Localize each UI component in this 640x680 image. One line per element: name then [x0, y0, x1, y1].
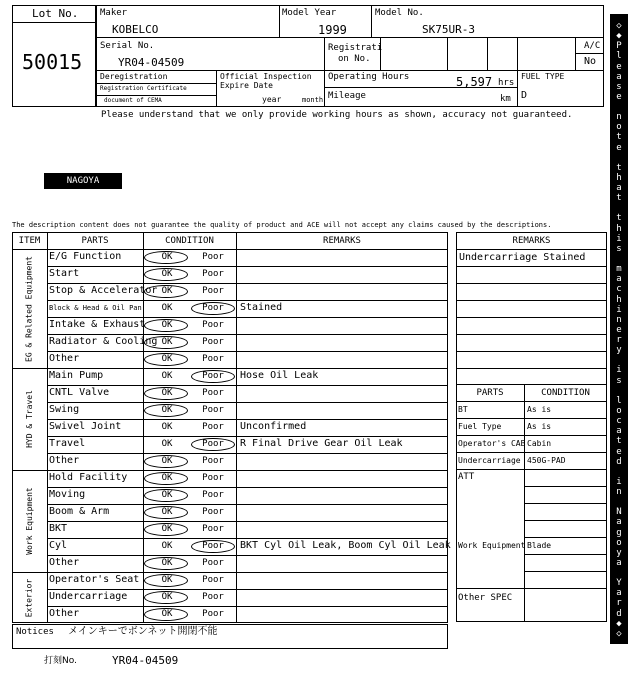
poor-option: Poor [202, 490, 224, 500]
remarks-header: REMARKS [323, 236, 361, 246]
serial-value: YR04-04509 [118, 56, 185, 69]
ok-circle [144, 506, 188, 519]
side-banner-char: ◇ [616, 628, 622, 639]
poor-option: Poor [202, 558, 224, 568]
maker-label: Maker [100, 8, 128, 18]
side-banner-char: r [616, 335, 622, 346]
group-label: HYD & Travel [24, 390, 34, 448]
spec-part: BT [458, 405, 468, 414]
poor-option: Poor [202, 592, 224, 602]
part-label: Other [49, 608, 80, 619]
row-line [47, 385, 448, 386]
spec-condition-header: CONDITION [541, 388, 590, 398]
right-remark-text: Undercarriage Stained [459, 252, 586, 263]
side-banner-char: l [616, 51, 622, 62]
ok-circle [144, 336, 188, 349]
spec-row-line [456, 401, 607, 402]
ok-circle [144, 591, 188, 604]
part-label: Start [49, 268, 80, 279]
ok-option: OK [161, 388, 173, 398]
remark-text: Stained [240, 302, 283, 313]
ok-option: OK [161, 490, 173, 500]
row-line [47, 317, 448, 318]
ok-option: OK [161, 303, 173, 313]
row-line [47, 266, 448, 267]
row-line [47, 300, 448, 301]
side-banner-char: a [616, 426, 622, 437]
remark-text: Unconfirmed [240, 421, 307, 432]
part-label: Travel [49, 438, 86, 449]
poor-option: Poor [202, 269, 224, 279]
ok-circle [144, 489, 188, 502]
group-line [12, 572, 448, 573]
side-banner-char: i [616, 233, 622, 244]
right-remarks-line [456, 368, 607, 369]
side-banner-char: d [616, 456, 622, 467]
serial-label: Serial No. [100, 41, 155, 51]
row-line [47, 334, 448, 335]
lot-label: Lot No. [32, 7, 79, 20]
side-banner-char: N [616, 507, 622, 518]
part-label: BKT [49, 523, 68, 534]
row-line [47, 504, 448, 505]
hours-notice: Please understand that we only provide working hours as shown, accuracy not guaranteed. [101, 110, 573, 120]
row-line [47, 436, 448, 437]
spec-parts-header: PARTS [476, 388, 504, 398]
deregistration-label: Deregistration [100, 72, 168, 81]
side-banner-char: n [616, 314, 622, 325]
side-banner-char: c [616, 416, 622, 427]
spec-sub-line [524, 571, 607, 572]
ac-label: A/C [584, 41, 601, 51]
ok-circle [144, 319, 188, 332]
side-banner-char: t [616, 162, 622, 173]
ok-option: OK [161, 507, 173, 517]
side-banner-char: h [616, 294, 622, 305]
side-banner-char: i [616, 304, 622, 315]
ok-circle [144, 404, 188, 417]
side-banner-char: P [616, 41, 622, 52]
ok-option: OK [161, 439, 173, 449]
ok-option: OK [161, 252, 173, 262]
part-label: Other [49, 455, 80, 466]
model-no-label: Model No. [375, 8, 424, 18]
right-remarks-line [456, 266, 607, 267]
side-banner-char: a [616, 183, 622, 194]
side-banner-char: Y [616, 578, 622, 589]
side-banner-char: o [616, 122, 622, 133]
side-banner-char: y [616, 345, 622, 356]
inspection-label-1: Official Inspection [220, 72, 312, 81]
inspection-label-2: Expire Date [220, 81, 273, 90]
model-no-value: SK75UR-3 [422, 23, 475, 36]
part-label: Intake & Exhaust [49, 319, 146, 330]
side-banner-char: i [616, 365, 622, 376]
spec-value: As is [527, 405, 552, 414]
lot-number: 50015 [22, 50, 83, 74]
hours-value: 5,597 [456, 75, 493, 89]
side-banner-char: t [616, 436, 622, 447]
side-banner-char: a [616, 274, 622, 285]
side-banner-char: e [616, 446, 622, 457]
km-unit: km [500, 94, 511, 104]
ok-circle [144, 387, 188, 400]
poor-option: Poor [202, 252, 224, 262]
row-line [47, 419, 448, 420]
right-remarks-line [456, 317, 607, 318]
fuel-type-label: FUEL TYPE [521, 72, 565, 81]
row-line [47, 521, 448, 522]
row-line [47, 487, 448, 488]
side-banner-char: ◆ [616, 31, 622, 42]
ok-circle [144, 268, 188, 281]
part-label: Boom & Arm [49, 506, 110, 517]
side-banner-char: m [616, 264, 622, 275]
side-banner-char: s [616, 243, 622, 254]
poor-option: Poor [202, 354, 224, 364]
side-banner-char: g [616, 527, 622, 538]
poor-option: Poor [202, 320, 224, 330]
model-year-label: Model Year [282, 8, 337, 18]
right-remarks-line [456, 300, 607, 301]
side-banner-char: t [616, 132, 622, 143]
part-label: Hold Facility [49, 472, 128, 483]
spec-part: Fuel Type [458, 422, 502, 431]
registration-cert-label: Registration Certificate [100, 85, 187, 92]
spec-part: Operator's CAB [458, 439, 526, 448]
poor-option: Poor [202, 541, 224, 551]
group-line [12, 470, 448, 471]
side-banner-char: h [616, 223, 622, 234]
side-banner-char: o [616, 405, 622, 416]
poor-option: Poor [202, 405, 224, 415]
row-line [47, 589, 448, 590]
row-line [47, 283, 448, 284]
part-label: Other [49, 557, 80, 568]
side-banner-char: o [616, 537, 622, 548]
notices-text: メインキーでボンネット開閉不能 [68, 626, 218, 637]
part-label: Main Pump [49, 370, 104, 381]
side-banner-char: l [616, 395, 622, 406]
side-banner-char: a [616, 588, 622, 599]
ok-option: OK [161, 337, 173, 347]
model-year-value: 1999 [318, 23, 347, 37]
side-banner-char: s [616, 375, 622, 386]
month-label: month [302, 96, 324, 104]
ok-option: OK [161, 286, 173, 296]
att-label: ATT [458, 472, 475, 482]
registration-label-2: on No. [338, 54, 371, 64]
part-label: Swing [49, 404, 80, 415]
ok-option: OK [161, 320, 173, 330]
poor-circle [191, 370, 235, 383]
part-label: Cyl [49, 540, 68, 551]
poor-option: Poor [202, 609, 224, 619]
poor-circle [191, 302, 235, 315]
hrs-unit: hrs [498, 78, 515, 88]
side-banner-char: e [616, 324, 622, 335]
work-equipment-value: Blade [527, 541, 552, 550]
side-banner-char: t [616, 213, 622, 224]
group-label: Work Equipment [24, 487, 34, 555]
ok-option: OK [161, 422, 173, 432]
part-label: Swivel Joint [49, 421, 122, 432]
side-banner-char: y [616, 547, 622, 558]
group-label: EG & Related Equipment [24, 255, 34, 362]
side-banner-char: t [616, 193, 622, 204]
ok-circle [144, 608, 188, 621]
fuel-type-value: D [521, 90, 528, 101]
poor-circle [191, 438, 235, 451]
att-line [456, 469, 607, 470]
ac-value: No [584, 56, 597, 67]
header-line [12, 249, 448, 250]
part-label: Radiator & Cooling [49, 336, 158, 347]
remark-text: Hose Oil Leak [240, 370, 319, 381]
row-line [47, 453, 448, 454]
att-sub-line [524, 503, 607, 504]
side-banner-char: s [616, 81, 622, 92]
side-banner-char: r [616, 598, 622, 609]
poor-option: Poor [202, 524, 224, 534]
stamp-value: YR04-04509 [112, 654, 179, 667]
condition-header: CONDITION [165, 236, 214, 246]
poor-option: Poor [202, 388, 224, 398]
ok-option: OK [161, 371, 173, 381]
item-header: ITEM [18, 236, 41, 246]
ok-circle [144, 353, 188, 366]
ok-circle [144, 523, 188, 536]
notices-label: Notices [16, 627, 54, 637]
poor-option: Poor [202, 575, 224, 585]
side-banner-char: ◆ [616, 618, 622, 629]
att-sub-line [524, 486, 607, 487]
part-label: CNTL Valve [49, 387, 110, 398]
parts-header: PARTS [81, 236, 109, 246]
group-line [12, 368, 448, 369]
group-label: Exterior [24, 578, 34, 617]
work-equipment-line [524, 537, 607, 538]
spec-value: 450G-PAD [527, 456, 566, 465]
poor-option: Poor [202, 422, 224, 432]
right-remarks-line [456, 334, 607, 335]
poor-option: Poor [202, 473, 224, 483]
row-line [47, 538, 448, 539]
right-remarks-header: REMARKS [512, 236, 551, 246]
row-line [47, 351, 448, 352]
ok-option: OK [161, 354, 173, 364]
side-banner-char: d [616, 608, 622, 619]
ok-circle [144, 557, 188, 570]
other-spec-label: Other SPEC [458, 593, 513, 603]
remark-text: BKT Cyl Oil Leak, Boom Cyl Oil Leak [240, 540, 451, 551]
row-line [47, 606, 448, 607]
year-label: year [262, 95, 282, 104]
ok-circle [144, 472, 188, 485]
mileage-label: Mileage [328, 91, 366, 101]
poor-option: Poor [202, 303, 224, 313]
poor-option: Poor [202, 456, 224, 466]
ok-option: OK [161, 405, 173, 415]
att-sub-line [524, 520, 607, 521]
ok-circle [144, 285, 188, 298]
work-equipment-label: Work Equipment [458, 541, 526, 550]
side-banner-char: i [616, 476, 622, 487]
ok-circle [144, 251, 188, 264]
poor-option: Poor [202, 286, 224, 296]
side-banner-char: e [616, 142, 622, 153]
side-banner-char: a [616, 71, 622, 82]
ok-option: OK [161, 456, 173, 466]
part-label: Other [49, 353, 80, 364]
right-remarks-line [456, 249, 607, 250]
ok-option: OK [161, 575, 173, 585]
side-banner-char: a [616, 517, 622, 528]
ok-option: OK [161, 541, 173, 551]
spec-row-line [456, 435, 607, 436]
side-banner-char: h [616, 172, 622, 183]
ok-option: OK [161, 269, 173, 279]
poor-circle [191, 540, 235, 553]
ok-option: OK [161, 609, 173, 619]
row-line [47, 555, 448, 556]
side-banner-char: ◇ [616, 21, 622, 31]
spec-sub-line [524, 554, 607, 555]
ok-option: OK [161, 524, 173, 534]
part-label: Moving [49, 489, 86, 500]
side-banner-char: e [616, 91, 622, 102]
spec-part: Undercarriage [458, 456, 521, 465]
part-label: Stop & Accelerator [49, 285, 158, 296]
ok-circle [144, 574, 188, 587]
right-remarks-line [456, 351, 607, 352]
registration-label-1: Registrati [328, 43, 383, 53]
spec-value: As is [527, 422, 552, 431]
hours-label: Operating Hours [328, 72, 410, 82]
right-remarks-line [456, 283, 607, 284]
part-label: Operator's Seat [49, 574, 140, 585]
poor-option: Poor [202, 507, 224, 517]
part-label: Undercarriage [49, 591, 128, 602]
side-banner-char: c [616, 284, 622, 295]
location-badge-text: NAGOYA [66, 176, 100, 186]
part-label: E/G Function [49, 251, 122, 262]
side-banner-char: n [616, 112, 622, 123]
poor-option: Poor [202, 337, 224, 347]
column-line [47, 232, 48, 623]
side-banner-char: n [616, 487, 622, 498]
column-line [236, 232, 237, 623]
ok-option: OK [161, 473, 173, 483]
cema-label: document of CEMA [104, 97, 162, 104]
side-banner-char: a [616, 557, 622, 568]
ok-option: OK [161, 592, 173, 602]
side-banner-char: e [616, 61, 622, 72]
spec-row-line [456, 418, 607, 419]
poor-option: Poor [202, 439, 224, 449]
spec-row-line [456, 452, 607, 453]
other-spec-line [456, 588, 607, 589]
remark-text: R Final Drive Gear Oil Leak [240, 438, 403, 449]
row-line [47, 402, 448, 403]
spec-value: Cabin [527, 439, 552, 448]
ok-option: OK [161, 558, 173, 568]
ok-circle [144, 455, 188, 468]
part-label: Block & Head & Oil Pan [49, 304, 142, 312]
disclaimer: The description content does not guarantee the quality of product and ACE will not accept any claims caused by the descriptions. [12, 221, 552, 229]
stamp-label: 打刻No. [44, 656, 77, 666]
poor-option: Poor [202, 371, 224, 381]
maker-value: KOBELCO [112, 23, 159, 36]
